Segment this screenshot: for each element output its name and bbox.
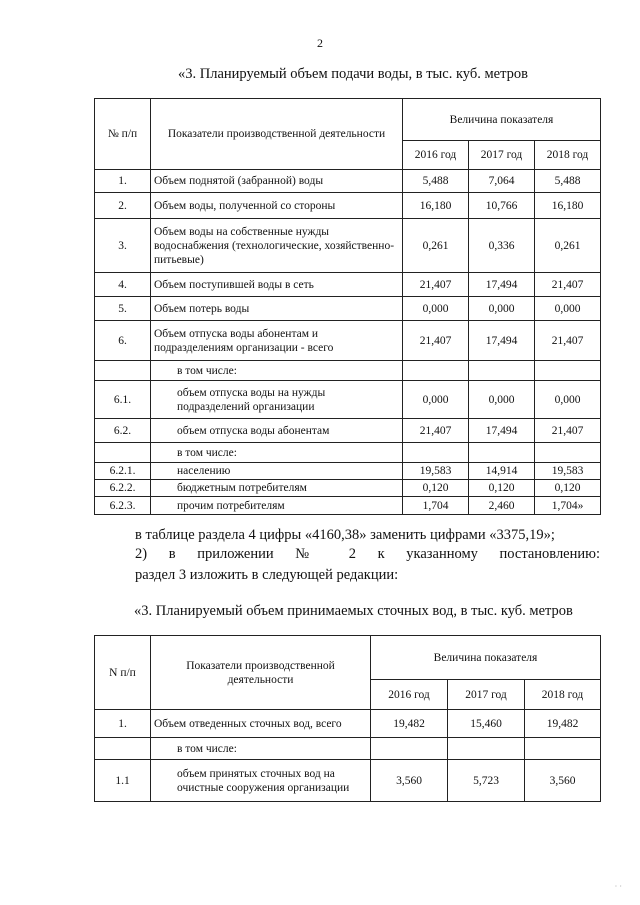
cell-value: 21,407 bbox=[535, 273, 601, 297]
cell-value: 5,488 bbox=[535, 170, 601, 193]
row-num bbox=[95, 443, 151, 463]
cell-value: 0,261 bbox=[535, 219, 601, 273]
cell-value: 17,494 bbox=[469, 273, 535, 297]
cell-value: 0,000 bbox=[535, 297, 601, 321]
header-num: N п/п bbox=[95, 636, 151, 710]
cell-value bbox=[371, 738, 448, 760]
cell-value: 21,407 bbox=[403, 419, 469, 443]
cell-value: 0,000 bbox=[469, 297, 535, 321]
table-row bbox=[95, 738, 601, 760]
row-label: населению bbox=[151, 463, 403, 480]
cell-value: 5,488 bbox=[403, 170, 469, 193]
page-number: 2 bbox=[317, 36, 323, 50]
row-num: 6.2.1. bbox=[95, 463, 151, 480]
paragraph-section-3: раздел 3 изложить в следующей редакции: bbox=[135, 567, 399, 583]
cell-value: 21,407 bbox=[535, 321, 601, 361]
paragraph-replace-figures: в таблице раздела 4 цифры «4160,38» заменить цифрами «3375,19»; bbox=[135, 527, 555, 543]
cell-value: 17,494 bbox=[469, 419, 535, 443]
cell-value bbox=[403, 361, 469, 381]
cell-value: 2,460 bbox=[469, 497, 535, 515]
cell-value: 0,000 bbox=[535, 381, 601, 419]
table-row bbox=[95, 219, 601, 273]
cell-value: 0,120 bbox=[403, 480, 469, 497]
row-num: 4. bbox=[95, 273, 151, 297]
cell-value: 19,583 bbox=[403, 463, 469, 480]
row-label: Объем поднятой (забранной) воды bbox=[151, 170, 403, 193]
cell-value bbox=[535, 443, 601, 463]
row-num: 1. bbox=[95, 710, 151, 738]
table-row bbox=[95, 361, 601, 381]
header-num: № п/п bbox=[95, 99, 151, 170]
cell-value: 19,482 bbox=[371, 710, 448, 738]
cell-value: 1,704» bbox=[535, 497, 601, 515]
header-year: 2016 год bbox=[371, 680, 448, 710]
cell-value: 16,180 bbox=[403, 193, 469, 219]
table-row bbox=[95, 463, 601, 480]
cell-value: 15,460 bbox=[448, 710, 525, 738]
row-label: бюджетным потребителям bbox=[151, 480, 403, 497]
cell-value: 21,407 bbox=[403, 321, 469, 361]
table-row bbox=[95, 480, 601, 497]
row-num: 6.1. bbox=[95, 381, 151, 419]
row-label: Объем воды на собственные нужды водоснабжения (технологические, хозяйственно-питьевые) bbox=[151, 219, 403, 273]
header-year: 2018 год bbox=[525, 680, 601, 710]
row-num: 1.1 bbox=[95, 760, 151, 802]
cell-value bbox=[469, 443, 535, 463]
cell-value: 14,914 bbox=[469, 463, 535, 480]
cell-value: 17,494 bbox=[469, 321, 535, 361]
row-label: в том числе: bbox=[151, 738, 371, 760]
row-num bbox=[95, 738, 151, 760]
cell-value: 0,120 bbox=[535, 480, 601, 497]
cell-value: 21,407 bbox=[403, 273, 469, 297]
row-num: 6.2. bbox=[95, 419, 151, 443]
paragraph-appendix-2: 2) в приложении № 2 к указанному постановлению: bbox=[135, 546, 600, 562]
table-row bbox=[95, 273, 601, 297]
row-num: 3. bbox=[95, 219, 151, 273]
row-label: в том числе: bbox=[151, 443, 403, 463]
cell-value bbox=[448, 738, 525, 760]
cell-value bbox=[469, 361, 535, 381]
row-label: Объем воды, полученной со стороны bbox=[151, 193, 403, 219]
row-label: объем отпуска воды на нужды подразделений организации bbox=[151, 381, 403, 419]
table-row bbox=[95, 710, 601, 738]
header-year: 2017 год bbox=[469, 141, 535, 170]
row-num bbox=[95, 361, 151, 381]
header-value: Величина показателя bbox=[371, 636, 601, 680]
cell-value: 21,407 bbox=[535, 419, 601, 443]
row-label: объем отпуска воды абонентам bbox=[151, 419, 403, 443]
table-row bbox=[95, 193, 601, 219]
row-num: 5. bbox=[95, 297, 151, 321]
table-row bbox=[95, 497, 601, 515]
cell-value: 19,482 bbox=[525, 710, 601, 738]
scan-artifact: · · bbox=[614, 882, 622, 891]
cell-value: 0,336 bbox=[469, 219, 535, 273]
row-label: Объем потерь воды bbox=[151, 297, 403, 321]
table-row bbox=[95, 170, 601, 193]
row-num: 2. bbox=[95, 193, 151, 219]
table-row bbox=[95, 443, 601, 463]
table-row bbox=[95, 419, 601, 443]
row-label: Объем отведенных сточных вод, всего bbox=[151, 710, 371, 738]
row-num: 6.2.2. bbox=[95, 480, 151, 497]
table-row bbox=[95, 321, 601, 361]
cell-value: 7,064 bbox=[469, 170, 535, 193]
cell-value bbox=[525, 738, 601, 760]
table-row bbox=[95, 381, 601, 419]
cell-value: 0,000 bbox=[403, 381, 469, 419]
header-year: 2017 год bbox=[448, 680, 525, 710]
row-label: прочим потребителям bbox=[151, 497, 403, 515]
cell-value: 3,560 bbox=[525, 760, 601, 802]
cell-value: 1,704 bbox=[403, 497, 469, 515]
row-label: объем принятых сточных вод на очистные сооружения организации bbox=[151, 760, 371, 802]
row-num: 1. bbox=[95, 170, 151, 193]
table-row bbox=[95, 760, 601, 802]
cell-value: 5,723 bbox=[448, 760, 525, 802]
water-supply-table bbox=[94, 98, 601, 515]
cell-value: 10,766 bbox=[469, 193, 535, 219]
cell-value: 0,000 bbox=[403, 297, 469, 321]
cell-value bbox=[535, 361, 601, 381]
cell-value: 3,560 bbox=[371, 760, 448, 802]
row-label: в том числе: bbox=[151, 361, 403, 381]
cell-value: 0,000 bbox=[469, 381, 535, 419]
cell-value bbox=[403, 443, 469, 463]
header-indicators: Показатели производственной деятельности bbox=[151, 99, 403, 170]
cell-value: 0,261 bbox=[403, 219, 469, 273]
wastewater-table bbox=[94, 635, 601, 802]
header-year: 2018 год bbox=[535, 141, 601, 170]
header-value: Величина показателя bbox=[403, 99, 601, 141]
header-indicators: Показатели производственной деятельности bbox=[151, 636, 371, 710]
cell-value: 16,180 bbox=[535, 193, 601, 219]
table-row bbox=[95, 297, 601, 321]
row-label: Объем поступившей воды в сеть bbox=[151, 273, 403, 297]
row-num: 6.2.3. bbox=[95, 497, 151, 515]
cell-value: 0,120 bbox=[469, 480, 535, 497]
cell-value: 19,583 bbox=[535, 463, 601, 480]
table2-title: «3. Планируемый объем принимаемых сточных вод, в тыс. куб. метров bbox=[134, 603, 573, 619]
row-label: Объем отпуска воды абонентам и подразделениям организации - всего bbox=[151, 321, 403, 361]
row-num: 6. bbox=[95, 321, 151, 361]
header-year: 2016 год bbox=[403, 141, 469, 170]
table1-title: «3. Планируемый объем подачи воды, в тыс. куб. метров bbox=[178, 66, 528, 82]
